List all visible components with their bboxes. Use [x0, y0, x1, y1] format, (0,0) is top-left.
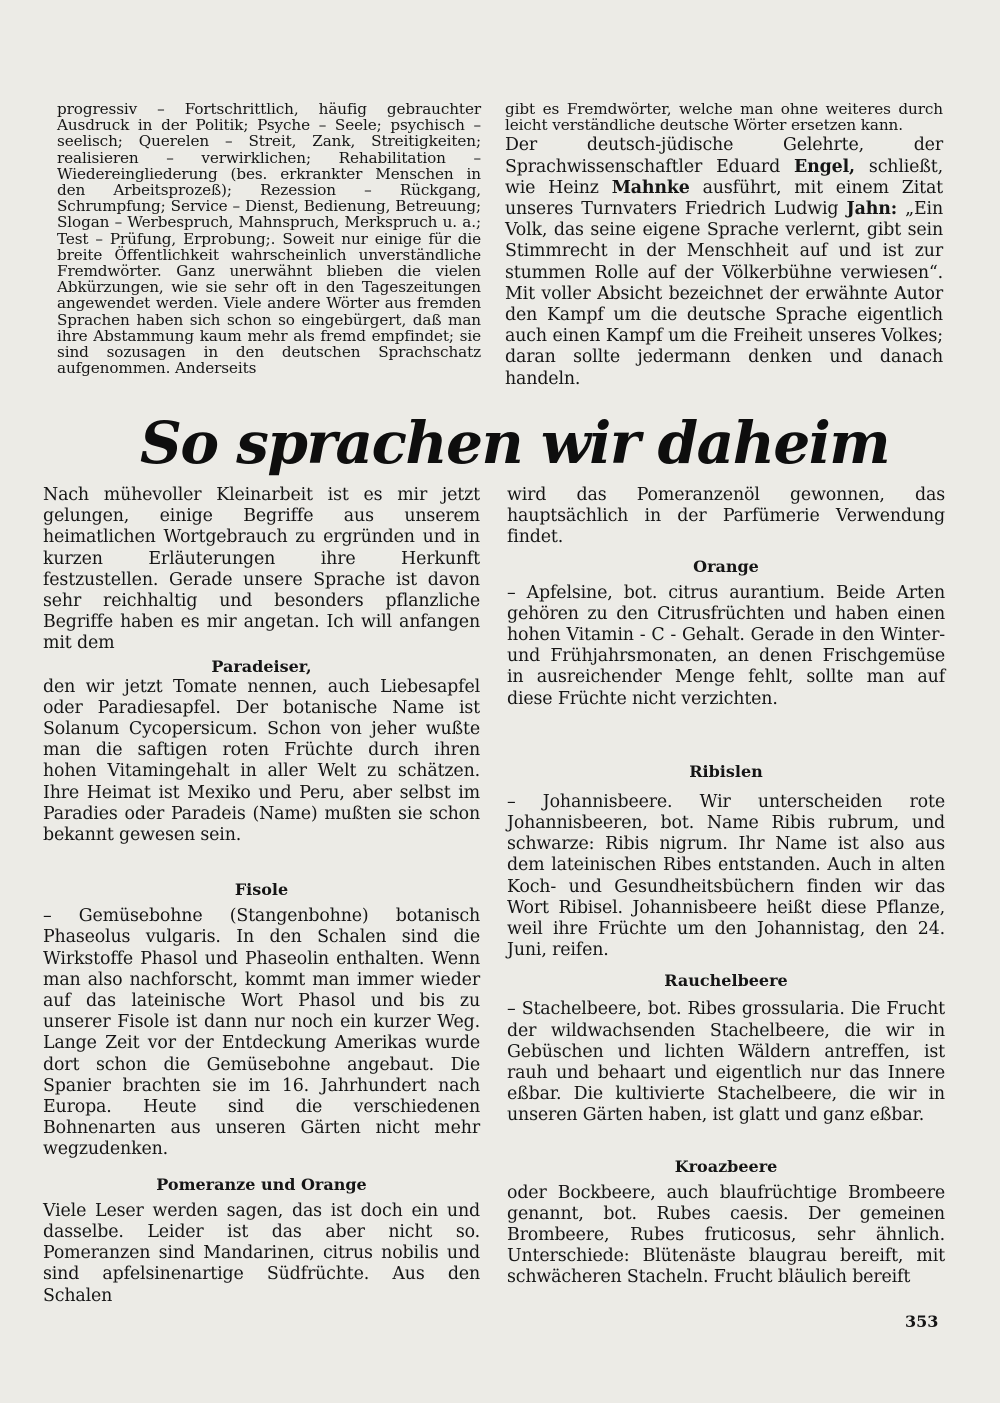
page-number: 353: [905, 1312, 939, 1331]
quote-text-c: ausführt, mit einem Zitat unseres Turnvaters Friedrich Ludwig: [505, 177, 943, 220]
top-left-column: [57, 101, 481, 376]
top-right-column: [505, 101, 943, 390]
lower-right-column: [507, 485, 945, 1289]
paragraph-pomeranze-continued: wird das Pomeranzenöl gewonnen, das hauptsächlich in der Parfümerie Verwendung findet.: [507, 485, 945, 548]
heading-fisole: Fisole: [234, 880, 289, 900]
lower-left-column: [43, 485, 480, 1307]
name-mahnke: Mahnke: [611, 177, 690, 198]
article-title: So sprachen wir daheim: [140, 409, 890, 477]
heading-rauchelbeere: Rauchelbeere: [664, 971, 788, 991]
heading-pomeranze: Pomeranze und Orange: [156, 1174, 367, 1194]
jahn-quote-paragraph: [505, 135, 943, 389]
quote-text-b: schließt, wie Heinz: [505, 156, 943, 198]
paragraph-fisole: – Gemüsebohne (Stangenbohne) botanisch Phaseolus vulgaris. In den Schalen sind die Wirkstoffe Phasol und Phaseolin enthalten. Wenn man also nachforscht, kommt man immer wieder auf das lateinische Wort Phasol und bis zu unserer Fisole ist dann nur noch ein kurzer Weg. Lange Zeit vor der Entdeckung Amerikas wurde dort schon die Gemüsebohne angebaut. Die Spanier brachten sie im 16. Jahrhundert nach Europa. Heute sind die verschiedenen Bohnenarten aus unseren Gärten nicht mehr wegzudenken.: [43, 906, 480, 1160]
paragraph-ribislen: – Johannisbeere. Wir unterscheiden rote Johannisbeeren, bot. Name Ribis rubrum, und schwarze: Ribis nigrum. Ihr Name ist also aus dem lateinischen Ribes entstanden. Auch in alten Koch- und Gesundheitsbüchern finden wir das Wort Ribisel. Johannisbeere heißt diese Pflanze, weil ihre Früchte um den Johannistag, den 24. Juni, reifen.: [507, 791, 945, 961]
paragraph-rauchelbeere: – Stachelbeere, bot. Ribes grossularia. Die Frucht der wildwachsenden Stachelbeere, die wir in Gebüschen und lichten Wäldern antreffen, ist rauh und behaart und eigentlich nur das Innere eßbar. Die kultivierte Stachelbeere, die wir in unseren Gärten haben, ist glatt und ganz eßbar.: [507, 999, 945, 1126]
paragraph-paradeiser: den wir jetzt Tomate nennen, auch Liebesapfel oder Paradiesapfel. Der botanische Name ist Solanum Cycopersicum. Schon von jeher wußte man die saftigen roten Früchte durch ihren hohen Vitamingehalt in aller Welt zu schätzen. Ihre Heimat ist Mexiko und Peru, aber selbst im Paradies oder Paradeis (Name) mußten sie schon bekannt gewesen sein.: [43, 676, 480, 846]
paragraph-kroazbeere: oder Bockbeere, auch blaufrüchtige Brombeere genannt, bot. Rubes caesis. Der gemeinen Brombeere, Rubes fruticosus, sehr ähnlich. Unterschiede: Blütenäste blaugrau bereift, mit schwächeren Stacheln. Frucht bläulich bereift: [507, 1182, 945, 1288]
paragraph-orange: – Apfelsine, bot. citrus aurantium. Beide Arten gehören zu den Citrusfrüchten und haben einen hohen Vitamin - C - Gehalt. Gerade in den Winter- und Frühjahrsmonaten, an denen Frischgemüse in ausreichender Menge fehlt, sollte man auf diese Früchte nicht verzichten.: [507, 582, 945, 709]
heading-kroazbeere: Kroazbeere: [674, 1156, 778, 1176]
foreign-words-conclusion: gibt es Fremdwörter, welche man ohne weiteres durch leicht verständliche deutsche Wörter ersetzen kann.: [505, 100, 943, 135]
quote-text-d: „Ein Volk, das seine eigene Sprache verlernt, gibt sein Stimmrecht in der Menschheit auf und ist zur stummen Rolle auf der Völkerbühne verwiesen“. Mit voller Absicht bezeichnet der erwähnte Autor den Kampf um die deutsche Sprache eigentlich auch einen Kampf um die Freiheit unseres Volkes; daran sollte jedermann denken und danach handeln.: [505, 199, 943, 389]
heading-paradeiser: Paradeiser,: [211, 656, 312, 676]
foreign-words-list: progressiv – Fortschrittlich, häufig gebrauchter Ausdruck in der Politik; Psyche – Seele; psychisch – seelisch; Querelen – Streit, Zank, Streitigkeiten; realisieren – verwirklichen; Rehabilitation – Wiedereingliederung (bes. erkrankter Menschen in den Arbeitsprozeß); Rezession – Rückgang, Schrumpfung; Service – Dienst, Bedienung, Betreuung; Slogan – Werbespruch, Mahnspruch, Merkspruch u. a.; Test – Prüfung, Erprobung;. Soweit nur einige für die breite Öffentlichkeit wahrscheinlich unverständliche Fremdwörter. Ganz unerwähnt blieben die vielen Abkürzungen, wie sie sehr oft in den Tageszeitungen angewendet werden. Viele andere Wörter aus fremden Sprachen haben sich schon so eingebürgert, daß man ihre Abstammung kaum mehr als fremd empfindet; sie sind sozusagen in den deutschen Sprachschatz aufgenommen. Anderseits: [57, 100, 481, 378]
heading-ribislen: Ribislen: [689, 761, 763, 781]
name-engel: Engel,: [794, 156, 855, 177]
heading-orange: Orange: [693, 556, 759, 576]
paragraph-pomeranze: Viele Leser werden sagen, das ist doch ein und dasselbe. Leider ist das aber nicht so. Pomeranzen sind Mandarinen, citrus nobilis und sind apfelsinenartige Südfrüchte. Aus den Schalen: [43, 1200, 480, 1306]
name-jahn: Jahn:: [846, 199, 897, 220]
intro-paragraph: Nach mühevoller Kleinarbeit ist es mir jetzt gelungen, einige Begriffe aus unserem heimatlichen Wortgebrauch zu ergründen und in kurzen Erläuterungen ihre Herkunft festzustellen. Gerade unsere Sprache ist davon sehr reichhaltig und besonders pflanzliche Begriffe haben es mir angetan. Ich will anfangen mit dem: [43, 485, 480, 654]
quote-text-a: Der deutsch-jüdische Gelehrte, der Sprachwissenschaftler Eduard: [505, 135, 943, 177]
